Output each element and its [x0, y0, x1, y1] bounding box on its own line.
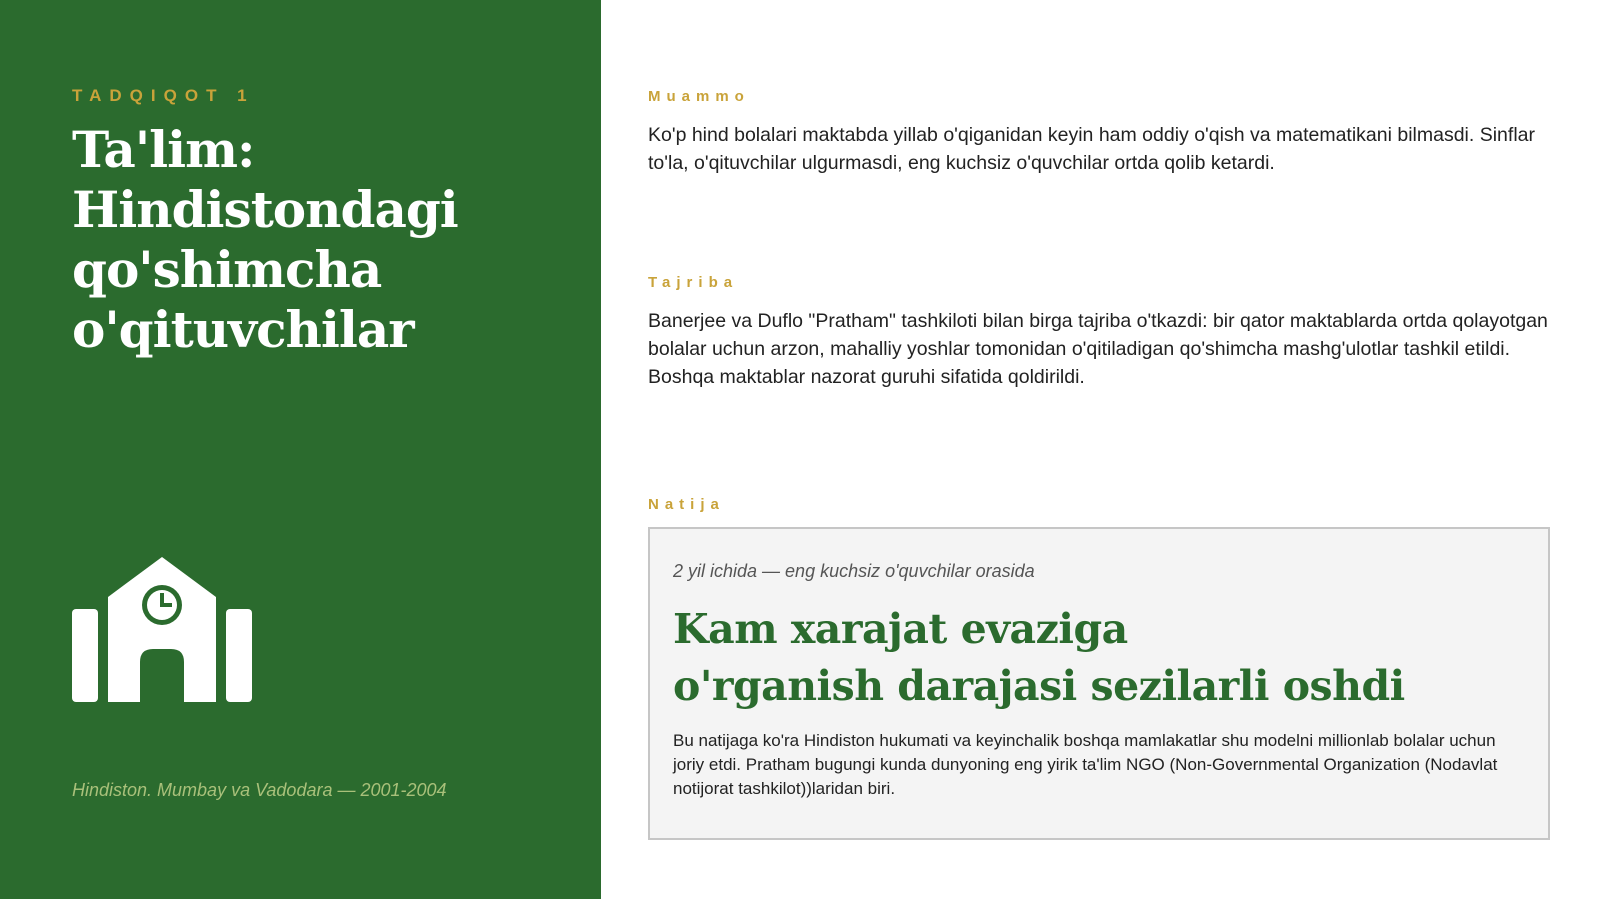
left-panel	[0, 0, 601, 899]
result-label: Natija	[648, 496, 725, 513]
location-caption: Hindiston. Mumbay va Vadodara — 2001-2004	[72, 780, 447, 800]
result-headline	[673, 601, 1533, 715]
result-card	[648, 527, 1550, 840]
slide-title	[72, 120, 552, 360]
experiment-text: Banerjee va Duflo "Pratham" tashkiloti bilan birga tajriba o'tkazdi: bir qator maktablarda ortda qolayotgan bolalar uchun arzon, mahalliy yoshlar tomonidan o'qitiladigan qo'shimcha mashg'ulotlar tashkil etildi. Boshqa maktablar nazorat guruhi sifatida qoldirildi.	[648, 310, 1548, 388]
problem-label: Muammo	[648, 88, 750, 105]
result-text: Bu natijaga ko'ra Hindiston hukumati va keyinchalik boshqa mamlakatlar shu modelni millionlab bolalar uchun joriy etdi. Pratham bugungi kunda dunyoning eng yirik ta'lim NGO (Non-Governmental Organization (Nodavlat notijorat tashkilot))laridan biri.	[673, 731, 1498, 798]
title-line: Ta'lim:	[72, 120, 255, 179]
title-line: qo'shimcha	[72, 240, 382, 299]
result-subtitle: 2 yil ichida — eng kuchsiz o'quvchilar orasida	[673, 561, 1035, 581]
title-line: Hindistondagi	[72, 180, 458, 239]
headline-line: o'rganish darajasi sezilarli oshdi	[673, 662, 1405, 710]
headline-line: Kam xarajat evaziga	[673, 605, 1128, 653]
problem-text: Ko'p hind bolalari maktabda yillab o'qiganidan keyin ham oddiy o'qish va matematikani bilmasdi. Sinflar to'la, o'qituvchilar ulgurmasdi, eng kuchsiz o'quvchilar ortda qolib ketardi.	[648, 124, 1535, 174]
school-clock-icon	[72, 557, 252, 702]
right-panel	[601, 0, 1600, 899]
title-line: o'qituvchilar	[72, 300, 414, 359]
eyebrow-label: TADQIQOT 1	[72, 86, 255, 105]
experiment-label: Tajriba	[648, 274, 739, 291]
